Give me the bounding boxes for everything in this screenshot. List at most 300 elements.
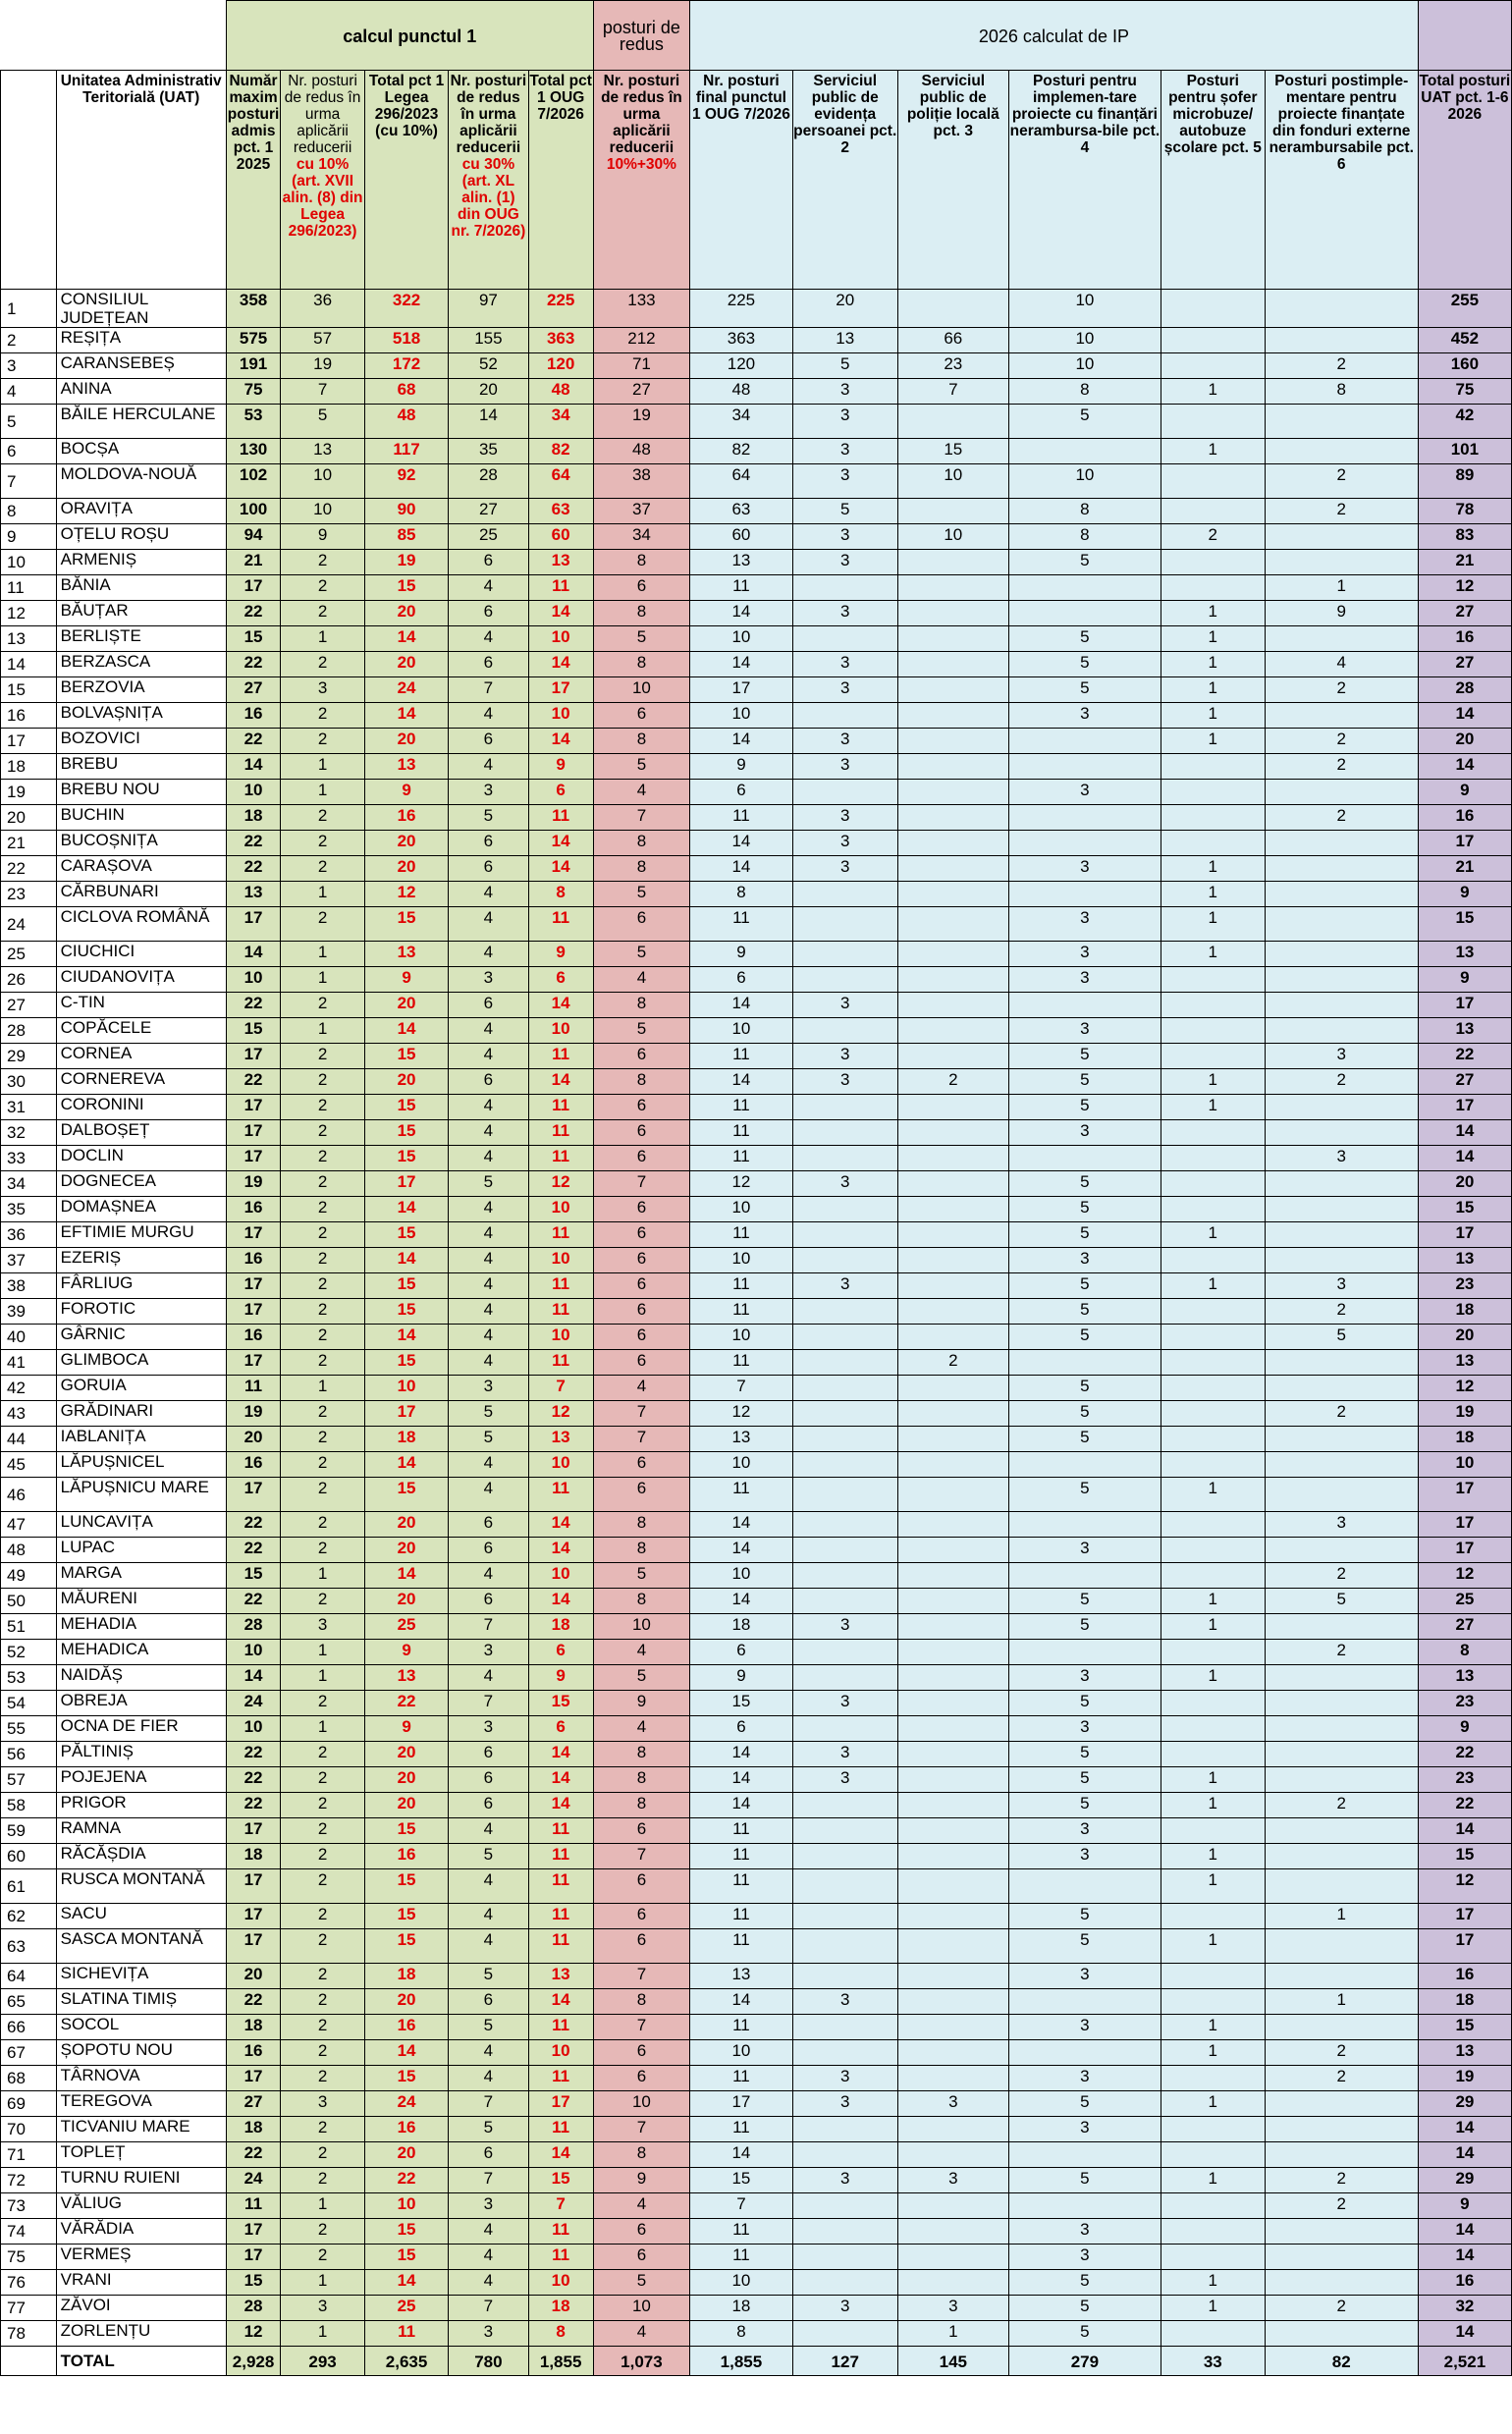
cell-evidenta: 20 — [792, 290, 897, 328]
cell-implementare: 5 — [1008, 2321, 1161, 2347]
cell-implementare: 3 — [1008, 1665, 1161, 1691]
cell-nr: 20 — [1, 805, 57, 831]
cell-total-oug: 14 — [528, 729, 593, 754]
cell-total-legea: 12 — [364, 882, 448, 907]
cell-redus-total: 6 — [593, 575, 689, 601]
cell-total-oug: 14 — [528, 601, 593, 626]
cell-postimplementare: 4 — [1265, 652, 1418, 677]
cell-total-legea: 19 — [364, 550, 448, 575]
cell-evidenta: 3 — [792, 439, 897, 464]
cell-final: 11 — [690, 2219, 793, 2245]
cell-redus-total: 8 — [593, 1793, 689, 1818]
table-row — [1, 2066, 1512, 2091]
cell-redus10: 2 — [281, 652, 364, 677]
cell-sofer — [1161, 1120, 1265, 1146]
cell-final: 10 — [690, 2270, 793, 2296]
cell-implementare: 8 — [1008, 379, 1161, 405]
cell-nr: 39 — [1, 1299, 57, 1325]
cell-sofer: 1 — [1161, 703, 1265, 729]
cell-uat-name: RAMNA — [56, 1818, 226, 1844]
cell-politie — [897, 2117, 1008, 2142]
cell-implementare: 10 — [1008, 353, 1161, 379]
cell-politie — [897, 1767, 1008, 1793]
table-row — [1, 1538, 1512, 1563]
cell-total-legea: 20 — [364, 993, 448, 1018]
cell-sofer — [1161, 1716, 1265, 1742]
cell-redus30: 6 — [449, 1989, 528, 2015]
cell-redus10: 2 — [281, 2066, 364, 2091]
table-row — [1, 993, 1512, 1018]
cell-implementare: 5 — [1008, 1427, 1161, 1452]
table-row — [1, 1869, 1512, 1904]
cell-politie — [897, 1869, 1008, 1904]
cell-evidenta: 3 — [792, 2296, 897, 2321]
table-row — [1, 575, 1512, 601]
cell-uat-name: BĂILE HERCULANE — [56, 405, 226, 439]
col-header-postimplementare: Posturi postimple-mentare pentru proiecte finanțate din fonduri externe nerambursabile pct. 6 — [1265, 71, 1418, 290]
cell-redus-total: 8 — [593, 2142, 689, 2168]
cell-uat-name: FÂRLIUG — [56, 1273, 226, 1299]
table-row — [1, 1018, 1512, 1044]
cell-evidenta — [792, 626, 897, 652]
cell-final: 63 — [690, 499, 793, 524]
cell-evidenta — [792, 1197, 897, 1222]
cell-total-legea: 15 — [364, 1929, 448, 1964]
cell-max-admis: 100 — [226, 499, 281, 524]
cell-uat-name: DOCLIN — [56, 1146, 226, 1171]
cell-sofer — [1161, 575, 1265, 601]
cell-sofer — [1161, 328, 1265, 353]
cell-sofer: 1 — [1161, 2168, 1265, 2193]
cell-politie — [897, 1171, 1008, 1197]
cell-total-legea: 14 — [364, 703, 448, 729]
cell-total-legea: 16 — [364, 805, 448, 831]
cell-evidenta — [792, 882, 897, 907]
cell-implementare: 5 — [1008, 677, 1161, 703]
cell-implementare: 5 — [1008, 1171, 1161, 1197]
cell-redus10: 2 — [281, 1964, 364, 1989]
cell-uat-name: MEHADIA — [56, 1614, 226, 1640]
cell-evidenta — [792, 1248, 897, 1273]
cell-redus30: 5 — [449, 1844, 528, 1869]
table-row — [1, 729, 1512, 754]
cell-implementare — [1008, 2193, 1161, 2219]
cell-redus30: 6 — [449, 1742, 528, 1767]
cell-total-uat: 18 — [1418, 1427, 1511, 1452]
cell-nr: 7 — [1, 464, 57, 499]
cell-sofer: 1 — [1161, 1222, 1265, 1248]
cell-redus-total: 10 — [593, 2091, 689, 2117]
cell-total-uat: 13 — [1418, 942, 1511, 967]
cell-redus10: 2 — [281, 1120, 364, 1146]
cell-redus-total: 6 — [593, 1299, 689, 1325]
cell-total-uat: 29 — [1418, 2168, 1511, 2193]
cell-uat-name: MOLDOVA-NOUĂ — [56, 464, 226, 499]
cell-max-admis: 22 — [226, 993, 281, 1018]
cell-total-legea: 25 — [364, 2296, 448, 2321]
cell-redus-total: 71 — [593, 353, 689, 379]
cell-total-legea: 85 — [364, 524, 448, 550]
cell-uat-name: VĂRĂDIA — [56, 2219, 226, 2245]
table-row — [1, 942, 1512, 967]
cell-total-uat: 101 — [1418, 439, 1511, 464]
cell-politie — [897, 1844, 1008, 1869]
cell-sofer: 1 — [1161, 1844, 1265, 1869]
cell-redus-total: 6 — [593, 1869, 689, 1904]
table-row — [1, 2091, 1512, 2117]
cell-uat-name: BOLVAȘNIȚA — [56, 703, 226, 729]
cell-total-oug: 14 — [528, 1589, 593, 1614]
cell-total-legea: 20 — [364, 1589, 448, 1614]
cell-total-legea: 20 — [364, 601, 448, 626]
table-row — [1, 967, 1512, 993]
cell-uat-name: LĂPUȘNICEL — [56, 1452, 226, 1478]
cell-total-oug: 17 — [528, 677, 593, 703]
cell-uat-name: CORNEREVA — [56, 1069, 226, 1095]
cell-redus30: 4 — [449, 1452, 528, 1478]
cell-total-legea: 20 — [364, 1793, 448, 1818]
cell-total-uat: 12 — [1418, 575, 1511, 601]
cell-uat-name: OȚELU ROȘU — [56, 524, 226, 550]
table-row — [1, 2219, 1512, 2245]
cell-total-oug: 10 — [528, 1325, 593, 1350]
cell-uat-name: SOCOL — [56, 2015, 226, 2040]
cell-redus30: 4 — [449, 1018, 528, 1044]
cell-sofer: 1 — [1161, 856, 1265, 882]
cell-sofer — [1161, 1376, 1265, 1401]
cell-total-legea: 14 — [364, 2040, 448, 2066]
cell-redus-total: 34 — [593, 524, 689, 550]
cell-evidenta — [792, 703, 897, 729]
cell-uat-name: MEHADICA — [56, 1640, 226, 1665]
cell-sofer — [1161, 464, 1265, 499]
cell-redus-total: 6 — [593, 2040, 689, 2066]
cell-implementare: 5 — [1008, 1793, 1161, 1818]
cell-max-admis: 17 — [226, 1095, 281, 1120]
cell-sofer: 1 — [1161, 2296, 1265, 2321]
cell-total-oug: 11 — [528, 575, 593, 601]
cell-redus10: 2 — [281, 2245, 364, 2270]
cell-final: 11 — [690, 1273, 793, 1299]
cell-evidenta — [792, 1512, 897, 1538]
cell-redus10: 2 — [281, 805, 364, 831]
cell-redus-total: 10 — [593, 2296, 689, 2321]
cell-uat-name: LĂPUȘNICU MARE — [56, 1478, 226, 1512]
cell-evidenta: 3 — [792, 1989, 897, 2015]
cell-total-uat: 25 — [1418, 1589, 1511, 1614]
cell-total-oug: 11 — [528, 1869, 593, 1904]
cell-nr: 30 — [1, 1069, 57, 1095]
cell-redus30: 4 — [449, 1350, 528, 1376]
cell-politie — [897, 575, 1008, 601]
cell-final: 120 — [690, 353, 793, 379]
cell-total-oug: 14 — [528, 1793, 593, 1818]
cell-final: 15 — [690, 1691, 793, 1716]
cell-final: 11 — [690, 907, 793, 942]
cell-total-legea: 13 — [364, 1665, 448, 1691]
cell-implementare: 3 — [1008, 1818, 1161, 1844]
cell-evidenta: 3 — [792, 1742, 897, 1767]
table-row — [1, 1197, 1512, 1222]
cell-uat-name: VRANI — [56, 2270, 226, 2296]
cell-postimplementare: 5 — [1265, 1325, 1418, 1350]
cell-nr: 4 — [1, 379, 57, 405]
cell-uat-name: BĂNIA — [56, 575, 226, 601]
cell-nr: 56 — [1, 1742, 57, 1767]
cell-politie — [897, 1427, 1008, 1452]
cell-redus-total: 8 — [593, 601, 689, 626]
cell-politie — [897, 967, 1008, 993]
cell-implementare: 8 — [1008, 499, 1161, 524]
cell-final: 14 — [690, 1512, 793, 1538]
cell-total-oug: 10 — [528, 1248, 593, 1273]
cell-nr: 36 — [1, 1222, 57, 1248]
cell-total-oug: 11 — [528, 805, 593, 831]
table-row — [1, 1044, 1512, 1069]
cell-postimplementare — [1265, 831, 1418, 856]
cell-nr: 6 — [1, 439, 57, 464]
cell-final: 10 — [690, 1325, 793, 1350]
cell-implementare — [1008, 831, 1161, 856]
cell-total-uat: 83 — [1418, 524, 1511, 550]
cell-max-admis: 20 — [226, 1427, 281, 1452]
cell-final: 14 — [690, 1793, 793, 1818]
cell-uat-name: BERLIȘTE — [56, 626, 226, 652]
cell-final: 14 — [690, 601, 793, 626]
cell-redus10: 2 — [281, 550, 364, 575]
cell-evidenta: 3 — [792, 856, 897, 882]
cell-postimplementare — [1265, 1929, 1418, 1964]
cell-evidenta — [792, 1844, 897, 1869]
table-row — [1, 601, 1512, 626]
cell-nr: 13 — [1, 626, 57, 652]
cell-evidenta — [792, 1818, 897, 1844]
cell-evidenta — [792, 1350, 897, 1376]
cell-uat-name: ANINA — [56, 379, 226, 405]
table-row — [1, 2270, 1512, 2296]
cell-redus10: 1 — [281, 2270, 364, 2296]
cell-politie: 66 — [897, 328, 1008, 353]
table-row — [1, 652, 1512, 677]
cell-total-oug: 14 — [528, 1069, 593, 1095]
cell-redus10: 2 — [281, 1742, 364, 1767]
cell-postimplementare — [1265, 2245, 1418, 2270]
cell-politie — [897, 1512, 1008, 1538]
cell-politie — [897, 1095, 1008, 1120]
cell-max-admis: 16 — [226, 2040, 281, 2066]
cell-final: 14 — [690, 1538, 793, 1563]
cell-total-legea: 14 — [364, 1018, 448, 1044]
cell-evidenta: 127 — [792, 2347, 897, 2376]
cell-max-admis: 24 — [226, 1691, 281, 1716]
cell-total-oug: 6 — [528, 967, 593, 993]
cell-redus30: 25 — [449, 524, 528, 550]
cell-sofer — [1161, 499, 1265, 524]
cell-implementare: 5 — [1008, 1095, 1161, 1120]
cell-politie — [897, 2015, 1008, 2040]
cell-redus10: 2 — [281, 2117, 364, 2142]
cell-total-legea: 15 — [364, 1044, 448, 1069]
cell-total-oug: 1,855 — [528, 2347, 593, 2376]
cell-redus30: 4 — [449, 1299, 528, 1325]
cell-final: 9 — [690, 942, 793, 967]
cell-implementare: 5 — [1008, 2296, 1161, 2321]
cell-total-legea: 15 — [364, 2066, 448, 2091]
cell-total-oug: 14 — [528, 2142, 593, 2168]
cell-evidenta: 3 — [792, 405, 897, 439]
cell-evidenta — [792, 1478, 897, 1512]
cell-politie — [897, 1818, 1008, 1844]
cell-total-oug: 17 — [528, 2091, 593, 2117]
cell-redus-total: 6 — [593, 703, 689, 729]
cell-nr: 17 — [1, 729, 57, 754]
cell-sofer — [1161, 353, 1265, 379]
table-row — [1, 2040, 1512, 2066]
cell-sofer — [1161, 1197, 1265, 1222]
cell-postimplementare: 1 — [1265, 575, 1418, 601]
cell-redus10: 1 — [281, 1716, 364, 1742]
cell-redus30: 4 — [449, 1120, 528, 1146]
cell-total-oug: 14 — [528, 993, 593, 1018]
cell-final: 14 — [690, 831, 793, 856]
cell-final: 8 — [690, 882, 793, 907]
cell-postimplementare — [1265, 2091, 1418, 2117]
cell-total-oug: 15 — [528, 1691, 593, 1716]
table-row — [1, 1427, 1512, 1452]
cell-max-admis: 94 — [226, 524, 281, 550]
cell-evidenta — [792, 1793, 897, 1818]
cell-total-uat: 16 — [1418, 2270, 1511, 2296]
cell-redus-total: 38 — [593, 464, 689, 499]
cell-implementare: 5 — [1008, 652, 1161, 677]
cell-redus30: 4 — [449, 2219, 528, 2245]
cell-sofer: 1 — [1161, 601, 1265, 626]
cell-total-oug: 9 — [528, 754, 593, 780]
col-header-evidenta: Serviciul public de evidența persoanei pct. 2 — [792, 71, 897, 290]
cell-nr: 28 — [1, 1018, 57, 1044]
cell-uat-name: SICHEVIȚA — [56, 1964, 226, 1989]
cell-evidenta — [792, 780, 897, 805]
cell-total-legea: 17 — [364, 1401, 448, 1427]
cell-sofer: 1 — [1161, 942, 1265, 967]
cell-sofer: 1 — [1161, 1069, 1265, 1095]
cell-sofer — [1161, 1452, 1265, 1478]
cell-nr: 19 — [1, 780, 57, 805]
cell-max-admis: 22 — [226, 1589, 281, 1614]
cell-implementare — [1008, 1640, 1161, 1665]
cell-uat-name: SLATINA TIMIȘ — [56, 1989, 226, 2015]
cell-redus30: 5 — [449, 1427, 528, 1452]
cell-implementare: 5 — [1008, 1273, 1161, 1299]
cell-postimplementare: 2 — [1265, 805, 1418, 831]
cell-total-legea: 20 — [364, 1767, 448, 1793]
cell-evidenta — [792, 2219, 897, 2245]
cell-final: 9 — [690, 754, 793, 780]
cell-uat-name: BERZOVIA — [56, 677, 226, 703]
cell-total-uat: 17 — [1418, 831, 1511, 856]
cell-total-legea: 90 — [364, 499, 448, 524]
cell-redus10: 2 — [281, 703, 364, 729]
cell-total-oug: 11 — [528, 2066, 593, 2091]
table-row — [1, 2321, 1512, 2347]
cell-implementare: 279 — [1008, 2347, 1161, 2376]
cell-total-uat: 18 — [1418, 1989, 1511, 2015]
cell-nr: 50 — [1, 1589, 57, 1614]
cell-politie: 145 — [897, 2347, 1008, 2376]
cell-evidenta: 3 — [792, 524, 897, 550]
cell-total-oug: 11 — [528, 1120, 593, 1146]
cell-final: 6 — [690, 967, 793, 993]
cell-politie — [897, 1146, 1008, 1171]
cell-total-oug: 11 — [528, 907, 593, 942]
cell-postimplementare — [1265, 1427, 1418, 1452]
cell-sofer — [1161, 1146, 1265, 1171]
cell-total-oug: 12 — [528, 1401, 593, 1427]
cell-redus-total: 4 — [593, 1640, 689, 1665]
cell-redus30: 6 — [449, 2142, 528, 2168]
cell-uat-name: ȘOPOTU NOU — [56, 2040, 226, 2066]
group-header-calc1: calcul punctul 1 — [226, 1, 593, 71]
cell-total-legea: 10 — [364, 1376, 448, 1401]
cell-redus30: 7 — [449, 1614, 528, 1640]
cell-politie — [897, 2040, 1008, 2066]
cell-politie — [897, 907, 1008, 942]
cell-nr: 65 — [1, 1989, 57, 2015]
table-row — [1, 1069, 1512, 1095]
cell-max-admis: 10 — [226, 780, 281, 805]
cell-postimplementare — [1265, 1018, 1418, 1044]
cell-postimplementare — [1265, 439, 1418, 464]
table-row — [1, 907, 1512, 942]
cell-total-uat: 14 — [1418, 1818, 1511, 1844]
cell-redus-total: 8 — [593, 729, 689, 754]
cell-redus30: 4 — [449, 2040, 528, 2066]
cell-sofer — [1161, 1427, 1265, 1452]
cell-evidenta — [792, 2193, 897, 2219]
cell-sofer — [1161, 2066, 1265, 2091]
cell-postimplementare — [1265, 1171, 1418, 1197]
cell-redus-total: 6 — [593, 1248, 689, 1273]
cell-redus10: 2 — [281, 1401, 364, 1427]
cell-total-oug: 11 — [528, 2219, 593, 2245]
cell-implementare — [1008, 1350, 1161, 1376]
cell-redus10: 2 — [281, 1350, 364, 1376]
table-row — [1, 1299, 1512, 1325]
cell-implementare: 5 — [1008, 1044, 1161, 1069]
cell-total-oug: 6 — [528, 1716, 593, 1742]
table-row — [1, 780, 1512, 805]
cell-sofer — [1161, 1742, 1265, 1767]
cell-nr: 3 — [1, 353, 57, 379]
cell-redus30: 4 — [449, 754, 528, 780]
cell-redus10: 2 — [281, 2168, 364, 2193]
cell-sofer — [1161, 1325, 1265, 1350]
table-row — [1, 703, 1512, 729]
cell-final: 11 — [690, 1818, 793, 1844]
cell-implementare: 5 — [1008, 626, 1161, 652]
cell-redus-total: 6 — [593, 1146, 689, 1171]
cell-postimplementare: 2 — [1265, 2193, 1418, 2219]
cell-uat-name: CARANSEBEȘ — [56, 353, 226, 379]
cell-uat-name: RĂCĂȘDIA — [56, 1844, 226, 1869]
cell-redus10: 2 — [281, 1512, 364, 1538]
cell-politie — [897, 1665, 1008, 1691]
cell-uat-name: TÂRNOVA — [56, 2066, 226, 2091]
cell-uat-name: EZERIȘ — [56, 1248, 226, 1273]
cell-max-admis: 130 — [226, 439, 281, 464]
cell-nr: 57 — [1, 1767, 57, 1793]
cell-max-admis: 27 — [226, 2091, 281, 2117]
